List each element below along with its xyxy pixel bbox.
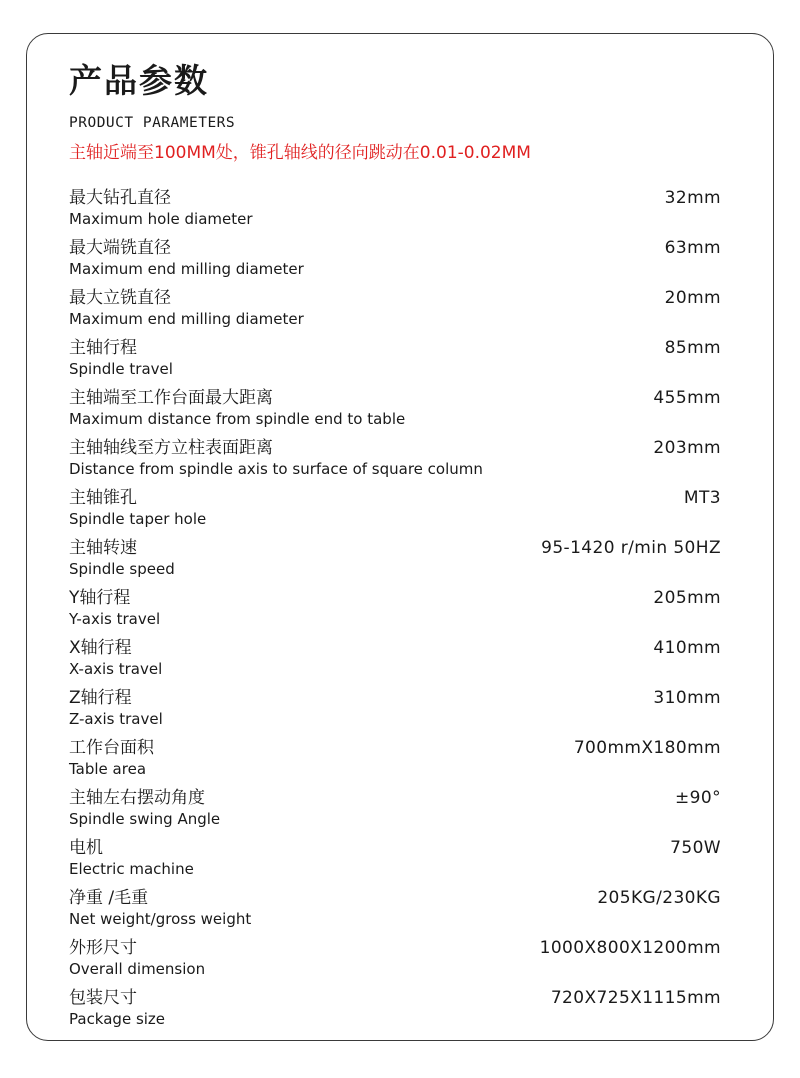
parameter-name-cn: 主轴锥孔 <box>69 488 137 508</box>
parameter-name-en: Net weight/gross weight <box>69 910 252 928</box>
parameter-name-cn: 外形尺寸 <box>69 938 137 958</box>
parameter-name-en: Y-axis travel <box>69 610 161 628</box>
parameter-value: 750W <box>670 838 721 858</box>
parameter-row <box>69 434 721 484</box>
parameter-value: 205mm <box>653 588 721 608</box>
parameter-row <box>69 884 721 934</box>
parameter-name-cn: 最大立铣直径 <box>69 288 171 308</box>
parameter-name-cn: 最大端铣直径 <box>69 238 171 258</box>
parameter-row <box>69 284 721 334</box>
precision-notice: 主轴近端至100MM处，锥孔轴线的径向跳动在0.01-0.02MM <box>69 143 531 163</box>
parameter-row <box>69 784 721 834</box>
parameter-name-en: Table area <box>69 760 147 778</box>
parameter-list <box>69 184 721 1034</box>
parameter-value: 20mm <box>664 288 721 308</box>
parameter-value: 63mm <box>664 238 721 258</box>
parameter-value: 310mm <box>653 688 721 708</box>
parameter-row <box>69 984 721 1034</box>
parameter-value: 85mm <box>664 338 721 358</box>
parameter-row <box>69 734 721 784</box>
parameter-value: 32mm <box>664 188 721 208</box>
parameter-row <box>69 684 721 734</box>
parameter-name-en: Maximum hole diameter <box>69 210 253 228</box>
parameter-value: MT3 <box>683 488 721 508</box>
parameter-row <box>69 934 721 984</box>
parameter-name-cn: 主轴左右摆动角度 <box>69 788 205 808</box>
parameter-row <box>69 334 721 384</box>
parameter-value: 1000X800X1200mm <box>539 938 721 958</box>
parameter-row <box>69 384 721 434</box>
parameter-value: 95-1420 r/min 50HZ <box>541 538 721 558</box>
parameter-name-en: Maximum distance from spindle end to table <box>69 410 406 428</box>
parameter-row <box>69 584 721 634</box>
parameter-value: 410mm <box>653 638 721 658</box>
page-title: 产品参数 <box>69 61 209 100</box>
parameter-name-cn: 包装尺寸 <box>69 988 137 1008</box>
parameter-name-cn: 主轴行程 <box>69 338 137 358</box>
parameter-value: 205KG/230KG <box>597 888 721 908</box>
parameter-value: 720X725X1115mm <box>550 988 721 1008</box>
parameter-name-en: Package size <box>69 1010 166 1028</box>
parameter-row <box>69 484 721 534</box>
parameter-value: 700mmX180mm <box>573 738 721 758</box>
parameters-card <box>26 33 774 1041</box>
parameter-name-cn: 净重 /毛重 <box>69 888 149 908</box>
parameter-value: ±90° <box>675 788 721 808</box>
parameter-row <box>69 634 721 684</box>
parameter-name-cn: 工作台面积 <box>69 738 154 758</box>
parameter-name-en: Spindle speed <box>69 560 175 578</box>
parameter-name-cn: 主轴转速 <box>69 538 137 558</box>
parameter-row <box>69 184 721 234</box>
parameter-name-cn: 电机 <box>69 838 103 858</box>
parameter-row <box>69 534 721 584</box>
parameter-name-en: Spindle swing Angle <box>69 810 221 828</box>
parameter-row <box>69 234 721 284</box>
parameter-name-en: Spindle travel <box>69 360 173 378</box>
parameter-name-en: Overall dimension <box>69 960 206 978</box>
parameter-name-cn: Y轴行程 <box>69 588 131 608</box>
parameter-name-en: Distance from spindle axis to surface of square column <box>69 460 483 478</box>
parameter-name-en: X-axis travel <box>69 660 163 678</box>
parameter-value: 203mm <box>653 438 721 458</box>
parameter-name-en: Spindle taper hole <box>69 510 207 528</box>
page-subtitle: PRODUCT PARAMETERS <box>69 115 236 131</box>
parameter-name-cn: Z轴行程 <box>69 688 132 708</box>
parameter-name-cn: X轴行程 <box>69 638 132 658</box>
parameter-name-en: Z-axis travel <box>69 710 163 728</box>
parameter-name-cn: 最大钻孔直径 <box>69 188 171 208</box>
parameter-name-en: Electric machine <box>69 860 194 878</box>
parameter-name-cn: 主轴端至工作台面最大距离 <box>69 388 273 408</box>
parameter-name-en: Maximum end milling diameter <box>69 310 304 328</box>
parameter-row <box>69 834 721 884</box>
parameter-value: 455mm <box>653 388 721 408</box>
parameter-name-en: Maximum end milling diameter <box>69 260 304 278</box>
parameter-name-cn: 主轴轴线至方立柱表面距离 <box>69 438 273 458</box>
